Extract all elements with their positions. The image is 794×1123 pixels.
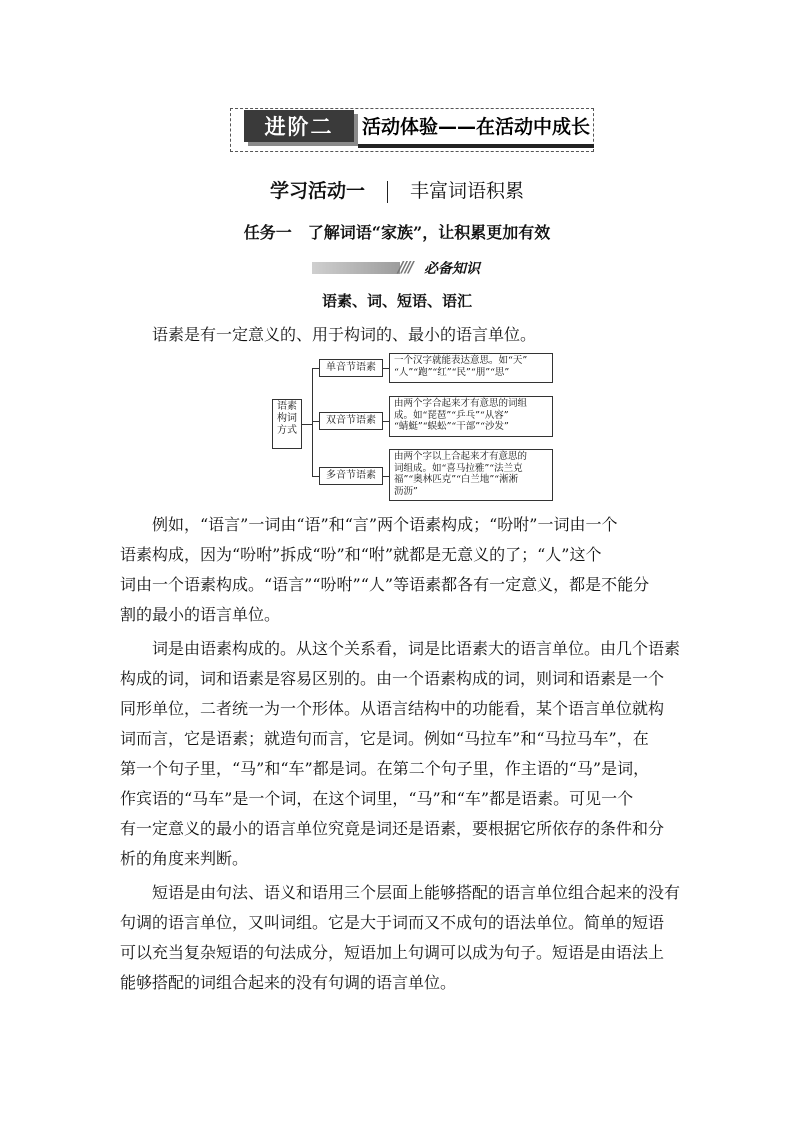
connector: [312, 368, 313, 476]
knowledge-label: 必备知识: [424, 261, 480, 277]
branch-description: [389, 353, 553, 383]
paragraph-line: 有一定意义的最小的语言单位究竟是词还是语素，要根据它所依存的条件和分: [120, 819, 665, 838]
activity-topic: 丰富词语积累: [410, 180, 525, 202]
branch-label: 单音节语素: [319, 359, 383, 377]
root-line: 语素: [277, 401, 297, 412]
banner-tag: 进阶二: [244, 110, 354, 142]
knowledge-slashes: ////: [398, 258, 412, 276]
intro-sentence: 语素是有一定意义的、用于构词的、最小的语言单位。: [152, 325, 537, 344]
branch-label: 多音节语素: [319, 467, 383, 485]
banner-title: 活动体验——在活动中成长: [362, 116, 591, 138]
paragraph-line: 词是由语素构成的。从这个关系看，词是比语素大的语言单位。由几个语素: [120, 639, 681, 658]
desc-line: “人”“跑”“红”“民”“朋”“思”: [394, 366, 510, 378]
paragraph-line: 析的角度来判断。: [120, 849, 249, 868]
desc-line: 福”“奥林匹克”“白兰地”“淅淅: [394, 474, 519, 485]
desc-line: 由两个字合起来才有意思的词组: [394, 398, 528, 409]
paragraph-line: 能够搭配的词组合起来的没有句调的语言单位。: [120, 973, 457, 992]
paragraph-line: 词而言，它是语素；就造句而言，它是词。例如“马拉车”和“马拉马车”，在: [120, 729, 649, 748]
heading-separator: [387, 181, 388, 203]
paragraph-line: 语素构成，因为“吩咐”拆成“吩”和“咐”就都是无意义的了；“人”这个: [120, 545, 602, 564]
knowledge-header: [312, 258, 492, 278]
activity-label: 学习活动一: [269, 180, 365, 202]
paragraph: [120, 510, 678, 630]
paragraph-line: 第一个句子里，“马”和“车”都是词。在第二个句子里，作主语的“马”是词，: [120, 759, 650, 778]
paragraph-line: 例如，“语言”一词由“语”和“言”两个语素构成；“吩咐”一词由一个: [120, 515, 618, 534]
root-line: 方式: [277, 425, 297, 436]
paragraph-line: 同形单位，二者统一为一个形体。从语言结构中的功能看，某个语言单位就构: [120, 699, 665, 718]
root-line: 构词: [277, 413, 297, 424]
connector: [302, 424, 312, 425]
paragraph-line: 作宾语的“马车”是一个词，在这个词里，“马”和“车”都是语素。可见一个: [120, 789, 634, 808]
diagram-root: [272, 399, 302, 449]
morpheme-diagram: [270, 352, 560, 504]
branch-description: [389, 449, 553, 501]
knowledge-bar: [312, 262, 400, 274]
desc-line: 由两个字以上合起来才有意思的: [394, 451, 528, 462]
paragraph-line: 割的最小的语言单位。: [120, 605, 281, 624]
paragraph-line: 可以充当复杂短语的句法成分，短语加上句调可以成为句子。短语是由语法上: [120, 943, 665, 962]
section-subtitle: 语素、词、短语、语汇: [321, 292, 472, 310]
paragraph: [120, 634, 681, 874]
desc-line: 成。如“琵琶”“乒乓”“从容”: [394, 409, 509, 421]
paragraph: [120, 878, 681, 998]
branch-description: [389, 396, 553, 437]
section-banner: [230, 108, 598, 155]
banner-underline: [358, 144, 594, 148]
desc-line: 一个汉字就能表达意思。如“天”: [394, 355, 528, 366]
branch-label: 双音节语素: [319, 412, 383, 430]
desc-line: 词组成。如“喜马拉雅”“法兰克: [394, 462, 523, 474]
paragraph-line: 句调的语言单位，又叫词组。它是大于词而又不成句的语法单位。简单的短语: [120, 913, 665, 932]
paragraph-line: 构成的词，词和语素是容易区别的。由一个语素构成的词，则词和语素是一个: [120, 669, 665, 688]
paragraph-line: 短语是由句法、语义和语用三个层面上能够搭配的语言单位组合起来的没有: [120, 883, 681, 902]
desc-line: 沥沥”: [394, 485, 418, 497]
paragraph-line: 词由一个语素构成。“语言”“吩咐”“人”等语素都各有一定意义，都是不能分: [120, 575, 650, 594]
desc-line: “蜻蜓”“蜈蚣”“干部”“沙发”: [394, 421, 509, 432]
activity-heading: [0, 176, 794, 203]
task-title: 任务一 了解词语“家族”，让积累更加有效: [243, 223, 551, 242]
